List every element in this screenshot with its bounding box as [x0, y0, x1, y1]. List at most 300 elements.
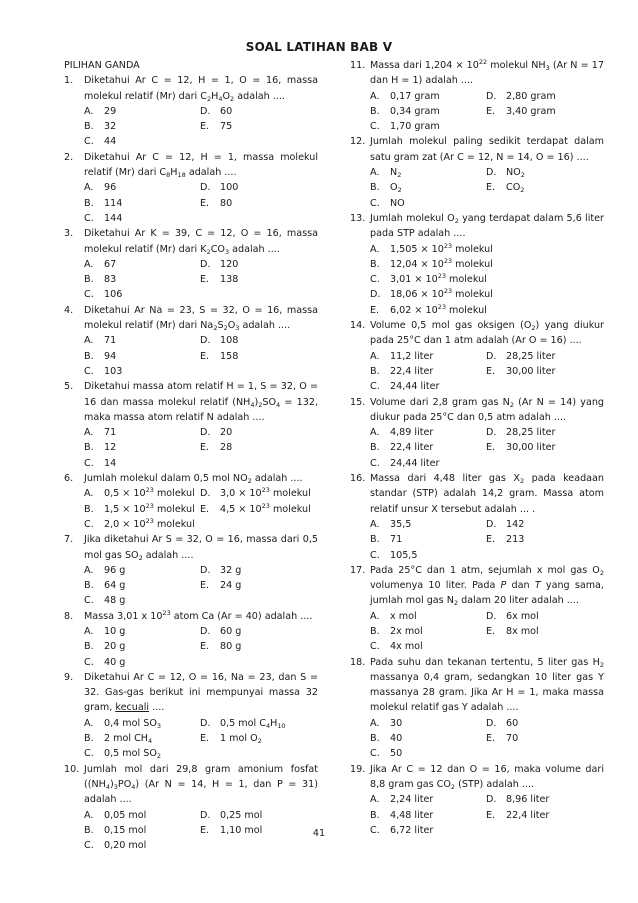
text-segment: molekul	[446, 304, 487, 316]
option-letter: B.	[84, 641, 94, 653]
option-letter: A.	[84, 427, 94, 439]
text-segment: H	[211, 90, 219, 102]
option-text	[390, 733, 402, 744]
text-segment: 6x mol	[506, 610, 539, 622]
answer-options	[84, 624, 318, 670]
option-text	[220, 626, 241, 637]
option-letter: A.	[84, 105, 94, 117]
question-number: 11.	[350, 60, 366, 71]
answer-option	[84, 134, 200, 149]
answer-options	[84, 104, 318, 150]
answer-option	[486, 104, 604, 119]
option-letter: D.	[486, 427, 497, 439]
option-text	[104, 274, 116, 285]
answer-options	[370, 517, 604, 563]
option-letter: D.	[200, 809, 211, 821]
text-segment: molekul	[269, 503, 311, 515]
question-number: 8.	[64, 610, 74, 622]
option-text	[390, 351, 433, 362]
option-letter: E.	[486, 625, 496, 637]
text-segment: Jumlah molekul dalam 0,5 mol NO	[84, 473, 248, 485]
option-text	[390, 810, 433, 821]
option-text	[220, 106, 232, 117]
text-segment: ....	[149, 702, 165, 714]
answer-option	[486, 89, 604, 104]
question-number: 2.	[64, 151, 74, 163]
answer-option	[370, 287, 604, 302]
text-segment: adalah ....	[234, 90, 285, 102]
option-letter: E.	[200, 350, 210, 362]
text-segment: CO	[210, 243, 225, 255]
question-item	[350, 134, 604, 210]
text-segment: (Ar N = 17 dan H = 1) adalah ....	[370, 60, 605, 87]
text-segment: Jika Ar C = 12 dan O = 16, maka volume dari 8,8 gram gas CO	[370, 763, 604, 790]
answer-option	[200, 731, 318, 746]
answer-option	[200, 349, 318, 364]
answer-option	[200, 486, 318, 501]
answer-option	[84, 486, 200, 501]
option-text	[220, 810, 262, 821]
text-segment: molekul	[153, 488, 195, 500]
answer-option	[84, 196, 200, 211]
text-segment: 6,72 liter	[390, 824, 434, 836]
answer-options	[84, 333, 318, 379]
answer-option	[84, 257, 200, 272]
option-text	[390, 442, 433, 453]
option-text	[506, 351, 555, 362]
answer-option	[486, 609, 604, 624]
text-segment: 32	[104, 121, 117, 133]
text-segment: 12,04 × 10	[390, 258, 444, 270]
answer-options	[370, 89, 604, 135]
left-column	[64, 58, 318, 853]
question-stem	[84, 762, 318, 808]
text-segment: 1,505 × 10	[390, 243, 444, 255]
question-item	[350, 762, 604, 838]
option-text	[104, 840, 146, 851]
answer-option	[84, 456, 200, 471]
text-segment: H	[270, 717, 278, 729]
text-segment: 3,40 gram	[506, 105, 556, 117]
text-segment: molekul NH	[487, 60, 546, 71]
text-segment: 120	[220, 258, 239, 270]
answer-option	[200, 502, 318, 517]
subscript: 8	[166, 171, 171, 180]
answer-option	[200, 272, 318, 287]
option-text	[390, 198, 405, 209]
answer-option	[370, 272, 604, 287]
question-number: 6.	[64, 473, 74, 485]
option-text	[104, 657, 125, 668]
superscript: 23	[145, 516, 154, 525]
subscript: 4	[250, 400, 255, 409]
option-letter: A.	[84, 625, 94, 637]
subscript: 2	[397, 186, 402, 195]
answer-option	[200, 639, 318, 654]
text-segment: 11,2 liter	[390, 350, 434, 362]
answer-option	[200, 104, 318, 119]
answer-option	[84, 180, 200, 195]
option-letter: A.	[370, 717, 380, 729]
option-letter: D.	[200, 488, 211, 500]
text-segment: 96	[104, 182, 117, 194]
option-text	[390, 611, 417, 622]
text-segment: NO	[506, 167, 521, 179]
question-stem	[84, 226, 318, 257]
option-letter: E.	[200, 733, 210, 745]
subscript: 3	[235, 324, 240, 333]
answer-option	[200, 180, 318, 195]
option-letter: B.	[370, 182, 380, 194]
option-letter: E.	[486, 442, 496, 454]
option-text	[220, 427, 232, 438]
option-text	[220, 488, 311, 499]
answer-option	[84, 578, 200, 593]
answer-option	[370, 303, 604, 318]
question-number: 1.	[64, 75, 74, 87]
text-segment: 1,5 × 10	[104, 503, 146, 515]
option-letter: D.	[200, 625, 211, 637]
option-letter: E.	[200, 824, 210, 836]
superscript: 23	[437, 272, 446, 281]
text-segment: adalah ....	[185, 167, 237, 179]
subscript: 18	[177, 171, 186, 180]
question-number: 5.	[64, 381, 74, 393]
text-segment: ) (Ar N = 14, H = 1, dan P = 31) adalah ....	[84, 778, 318, 806]
text-segment: Pada suhu dan tekanan tertentu, 5 liter gas H	[370, 656, 600, 668]
answer-options	[370, 716, 604, 762]
subscript: 4	[276, 400, 281, 409]
option-letter: D.	[200, 258, 211, 270]
answer-option	[486, 532, 604, 547]
text-segment: 12	[104, 442, 117, 454]
text-segment: O	[227, 320, 236, 332]
text-segment: atom Ca (Ar = 40) adalah ....	[170, 610, 313, 622]
superscript: 23	[443, 256, 453, 265]
text-segment: 0,5 × 10	[104, 488, 146, 500]
superscript: 23	[443, 241, 453, 250]
answer-option	[84, 808, 200, 823]
text-segment: 4,5 × 10	[220, 503, 262, 515]
section-heading: PILIHAN GANDA	[64, 60, 140, 71]
text-segment: 2 mol CH	[104, 733, 148, 745]
text-segment: )	[254, 396, 259, 408]
option-text	[220, 351, 238, 362]
subscript: 2	[519, 477, 525, 486]
text-segment: 10 g	[104, 625, 126, 637]
option-letter: E.	[486, 534, 496, 546]
option-letter: A.	[370, 90, 380, 102]
text-segment: molekul	[452, 258, 493, 270]
option-letter: B.	[84, 350, 94, 362]
text-segment: 48 g	[104, 595, 126, 607]
answer-option	[84, 349, 200, 364]
subscript: 2	[454, 216, 459, 225]
text-segment: 24,44 liter	[390, 381, 440, 393]
option-letter: D.	[200, 105, 211, 117]
superscript: 22	[478, 58, 488, 66]
option-letter: B.	[370, 809, 380, 821]
text-segment: 158	[220, 350, 239, 362]
option-letter: A.	[370, 427, 380, 439]
answer-option	[370, 639, 486, 654]
answer-option	[200, 257, 318, 272]
text-segment: 142	[506, 518, 525, 530]
text-segment: 103	[104, 365, 123, 377]
option-letter: D.	[486, 167, 497, 179]
option-letter: D.	[370, 289, 381, 301]
answer-option	[370, 808, 486, 823]
subscript: 2	[258, 400, 263, 409]
text-segment: Diketahui massa atom relatif H = 1, S = 32, O = 16 dan massa molekul relatif (NH	[84, 381, 318, 408]
answer-option	[486, 349, 604, 364]
text-segment: x mol	[390, 610, 417, 622]
option-text	[390, 182, 402, 193]
option-text	[220, 580, 241, 591]
option-text	[390, 256, 493, 270]
answer-option	[84, 639, 200, 654]
text-segment: molekul	[452, 243, 493, 255]
superscript: 23	[443, 287, 453, 296]
superscript: 23	[261, 486, 270, 495]
question-item	[64, 471, 318, 532]
question-item	[64, 150, 318, 226]
option-letter: A.	[370, 518, 380, 530]
answer-option	[84, 563, 200, 578]
text-segment: 1,70 gram	[390, 121, 440, 133]
answer-option	[84, 502, 200, 517]
text-segment: 108	[220, 335, 239, 347]
option-letter: B.	[370, 365, 380, 377]
answer-option	[84, 746, 200, 761]
option-text	[390, 241, 493, 255]
answer-option	[486, 364, 604, 379]
option-text	[506, 611, 539, 622]
text-segment: 60	[506, 717, 519, 729]
text-segment: (STP) adalah ....	[455, 778, 535, 790]
option-text	[220, 259, 238, 270]
subscript: 4	[131, 782, 136, 791]
option-text	[104, 501, 195, 515]
option-letter: E.	[200, 641, 210, 653]
option-letter: D.	[486, 610, 497, 622]
text-segment: PO	[117, 778, 132, 790]
answer-option	[370, 104, 486, 119]
text-segment: Jika diketahui Ar S = 32, O = 16, massa dari 0,5 mol gas SO	[84, 534, 318, 561]
question-number: 15.	[350, 396, 366, 408]
option-letter: C.	[370, 641, 380, 653]
subscript: 2	[450, 782, 456, 791]
option-letter: C.	[370, 824, 380, 836]
text-segment: Volume dari 2,8 gram gas N	[370, 396, 510, 408]
text-segment: 35,5	[390, 518, 412, 530]
answer-option	[370, 440, 486, 455]
text-segment: 0,4 mol SO	[104, 717, 157, 729]
answer-option	[370, 517, 486, 532]
answer-options	[84, 180, 318, 226]
answer-options	[84, 425, 318, 471]
text-segment: 114	[104, 197, 123, 209]
text-segment: NO	[390, 197, 405, 209]
superscript: 23	[145, 501, 154, 510]
answer-option	[370, 257, 604, 272]
text-segment: pada keadaan standar (STP) adalah 14,2 gram. Massa atom relatif unsur X tersebut adalah ... .	[370, 473, 604, 515]
option-text	[104, 810, 146, 821]
question-number: 10.	[64, 763, 80, 775]
option-letter: C.	[370, 381, 380, 393]
subscript: 2	[520, 171, 525, 180]
option-letter: C.	[84, 656, 94, 668]
text-segment: (Ar N = 14) yang diukur pada 25°C dan 0,5 atm adalah ....	[370, 396, 605, 423]
text-segment: ) yang diukur pada 25°C dan 1 atm adalah (Ar O = 16) ....	[370, 320, 604, 347]
option-text	[390, 519, 411, 530]
answer-option	[370, 456, 486, 471]
text-segment: 0,5 mol C	[220, 717, 266, 729]
text-segment: Pada 25°C dan 1 atm, sejumlah x mol gas O	[370, 564, 600, 576]
option-text	[506, 442, 555, 453]
question-item	[64, 762, 318, 854]
text-segment: 28,25 liter	[506, 427, 556, 439]
question-stem	[84, 609, 318, 624]
text-segment: Massa dari 4,48 liter gas X	[370, 473, 520, 485]
question-number: 3.	[64, 228, 74, 240]
text-segment: molekul	[446, 274, 487, 286]
text-segment: 94	[104, 350, 117, 362]
option-text	[390, 626, 423, 637]
option-letter: C.	[370, 748, 380, 760]
question-stem	[370, 563, 604, 609]
answer-option	[200, 563, 318, 578]
answer-option	[84, 287, 200, 302]
option-text	[506, 810, 549, 821]
subscript: 4	[218, 94, 223, 103]
text-segment: N	[390, 167, 398, 179]
option-text	[506, 534, 524, 545]
option-text	[506, 91, 556, 102]
text-segment: 4,89 liter	[390, 427, 434, 439]
question-stem	[370, 395, 604, 426]
option-letter: A.	[84, 717, 94, 729]
page-number: 41	[312, 828, 326, 839]
option-letter: D.	[486, 794, 497, 806]
option-text	[506, 106, 556, 117]
text-segment: Diketahui Ar C = 12, H = 1, massa molekul relatif (Mr) dari C	[84, 151, 318, 179]
question-item	[350, 395, 604, 471]
option-letter: A.	[370, 243, 380, 255]
text-segment: 4,48 liter	[390, 809, 434, 821]
text-segment: O	[222, 90, 231, 102]
text-segment: 0,20 mol	[104, 840, 147, 852]
question-stem	[84, 670, 318, 716]
option-letter: A.	[84, 488, 94, 500]
option-letter: B.	[370, 442, 380, 454]
option-letter: E.	[200, 274, 210, 286]
question-item	[350, 211, 604, 318]
option-letter: E.	[486, 365, 496, 377]
option-text	[104, 198, 122, 209]
option-letter: E.	[486, 809, 496, 821]
text-segment: 24,44 liter	[390, 457, 440, 469]
text-segment: adalah ....	[142, 549, 194, 561]
option-text	[104, 718, 161, 729]
answer-option	[84, 333, 200, 348]
superscript: 23	[261, 501, 270, 510]
option-letter: B.	[370, 258, 380, 270]
answer-option	[84, 731, 200, 746]
answer-option	[370, 242, 604, 257]
text-segment: 80 g	[220, 641, 242, 653]
text-segment: 0,05 mol	[104, 809, 147, 821]
option-letter: B.	[84, 274, 94, 286]
option-letter: B.	[370, 534, 380, 546]
option-text	[220, 501, 311, 515]
option-text	[390, 289, 493, 300]
answer-option	[370, 731, 486, 746]
text-segment: 71	[104, 335, 117, 347]
text-segment: P	[500, 580, 507, 592]
text-segment: kecuali	[115, 702, 150, 714]
option-letter: E.	[200, 121, 210, 133]
option-text	[506, 626, 539, 637]
option-text	[506, 718, 518, 729]
superscript: 23	[145, 486, 154, 495]
option-text	[390, 550, 417, 561]
text-segment: 24 g	[220, 580, 242, 592]
text-segment: molekul	[269, 488, 311, 500]
answer-option	[200, 425, 318, 440]
option-text	[104, 121, 116, 132]
text-segment: 144	[104, 212, 123, 224]
subscript: 2	[531, 324, 536, 333]
text-segment: yang terdapat dalam 5,6 liter pada STP adalah ....	[370, 212, 604, 240]
text-segment: 22,4 liter	[390, 442, 434, 454]
option-text	[390, 718, 402, 729]
text-segment: Diketahui Ar C = 12, H = 1, O = 16, massa molekul relatif (Mr) dari C	[84, 75, 318, 102]
text-segment: 29	[104, 105, 117, 117]
option-letter: E.	[486, 733, 496, 745]
text-segment: 32 g	[220, 564, 242, 576]
option-text	[104, 733, 152, 744]
answer-option	[370, 792, 486, 807]
subscript: 2	[257, 737, 262, 746]
answer-option	[84, 624, 200, 639]
option-letter: C.	[84, 289, 94, 301]
text-segment: Massa 3,01 x 10	[84, 610, 163, 622]
option-letter: D.	[486, 90, 497, 102]
option-text	[390, 91, 440, 102]
option-letter: C.	[84, 365, 94, 377]
question-item	[64, 379, 318, 471]
text-segment: 40 g	[104, 656, 126, 668]
option-letter: B.	[84, 442, 94, 454]
text-segment: molekul	[153, 518, 195, 530]
text-segment: 2,0 × 10	[104, 518, 146, 530]
option-text	[104, 565, 125, 576]
option-text	[104, 366, 122, 377]
text-segment: 83	[104, 274, 117, 286]
option-letter: B.	[370, 105, 380, 117]
question-stem	[370, 58, 604, 89]
option-text	[104, 259, 116, 270]
text-segment: 2,80 gram	[506, 90, 556, 102]
answer-option	[200, 578, 318, 593]
question-number: 16.	[350, 473, 366, 485]
option-letter: C.	[84, 595, 94, 607]
option-text	[220, 335, 238, 346]
question-stem	[370, 211, 604, 242]
subscript: 2	[599, 660, 604, 669]
question-number: 17.	[350, 564, 366, 576]
